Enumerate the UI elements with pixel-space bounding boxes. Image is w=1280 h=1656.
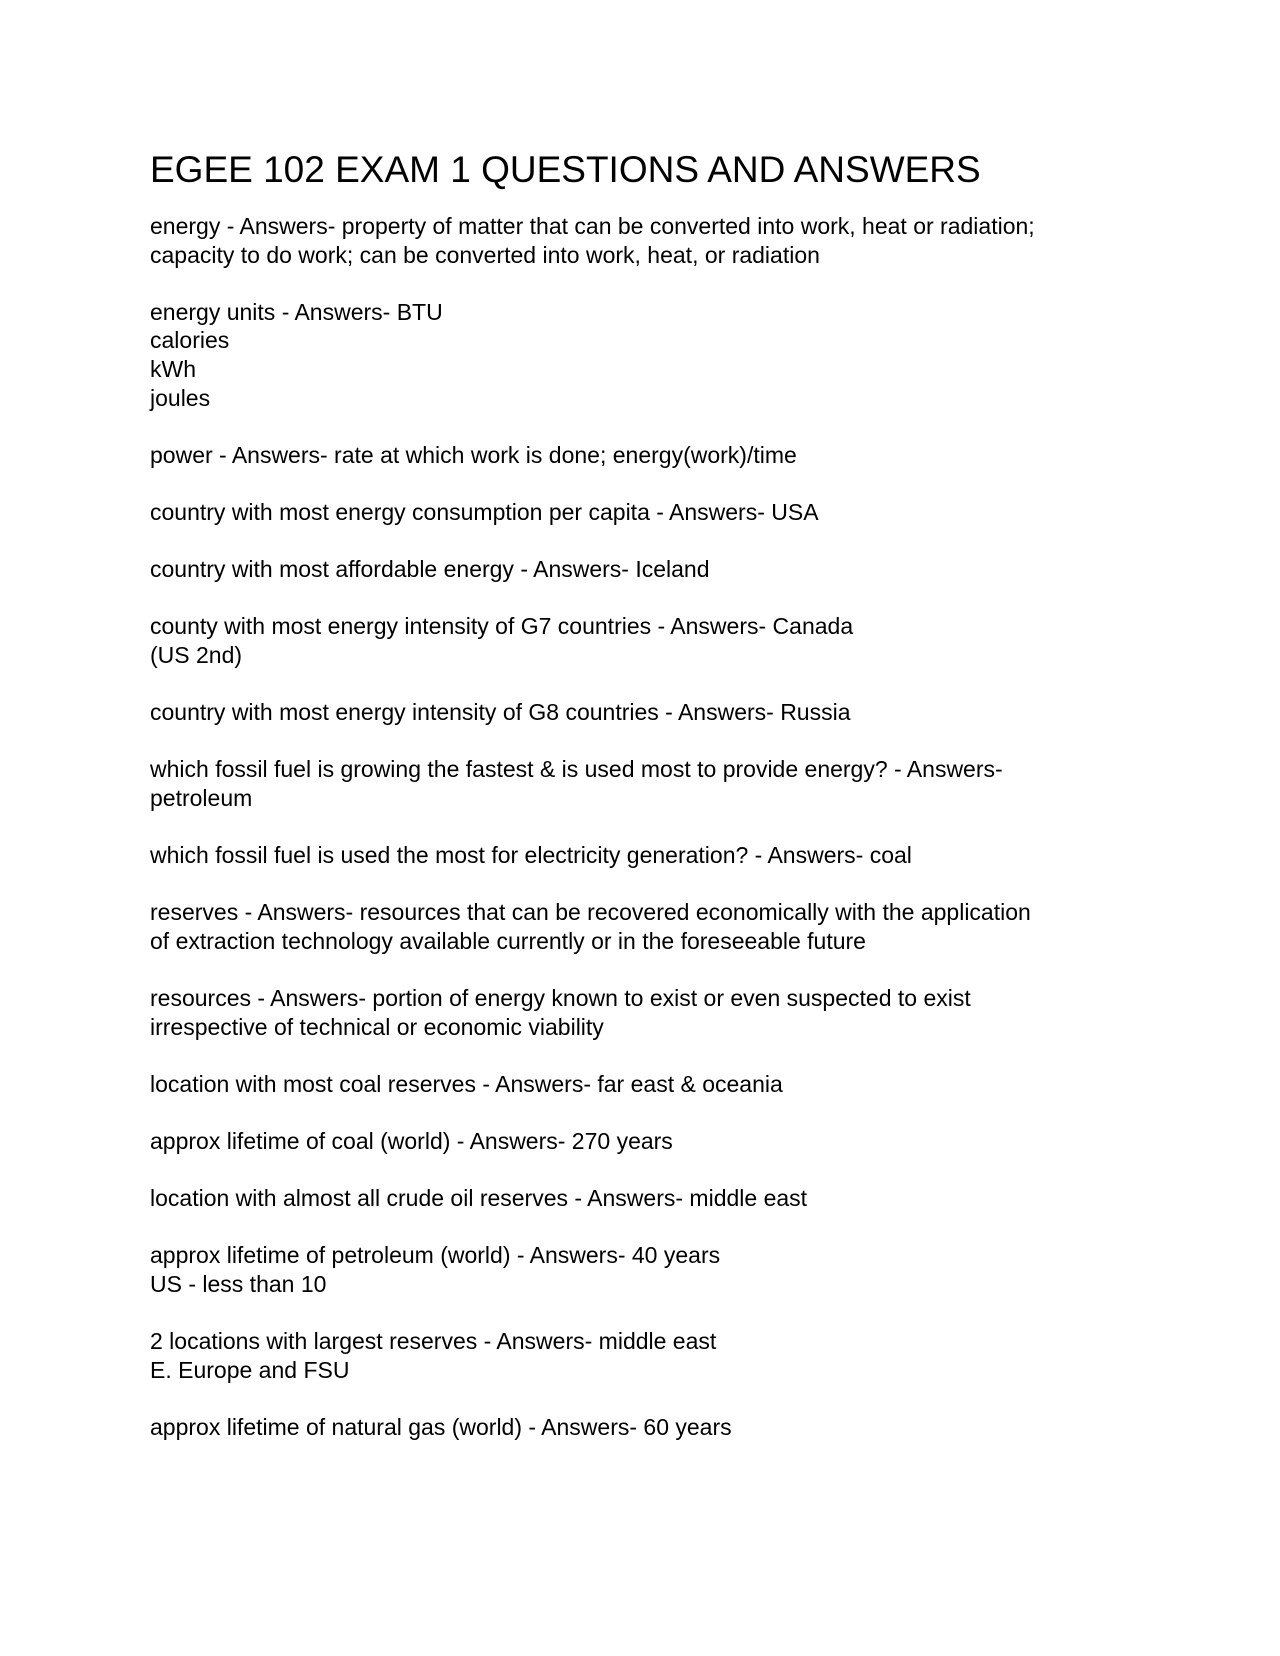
qa-entry — [150, 612, 1130, 669]
qa-entry-line: (US 2nd) — [150, 641, 243, 668]
qa-entry-line: energy units - Answers- BTU — [150, 298, 443, 325]
qa-entry-line: which fossil fuel is growing the fastest & is used most to provide energy? - Answers- — [150, 756, 1003, 783]
qa-entry — [150, 298, 1130, 412]
qa-entry-line: US - less than 10 — [150, 1270, 327, 1297]
qa-entry-line: power - Answers- rate at which work is done; energy(work)/time — [150, 441, 797, 468]
qa-entry — [150, 984, 1130, 1041]
qa-entry — [150, 1127, 1130, 1156]
qa-entry-line: petroleum — [150, 784, 253, 811]
qa-entry-line: energy - Answers- property of matter that can be converted into work, heat or radiation; — [150, 213, 1035, 239]
qa-entry-line: irrespective of technical or economic viability — [150, 1013, 604, 1040]
qa-entry — [150, 441, 1130, 470]
qa-entry — [150, 1413, 1130, 1442]
qa-entry-line: joules — [150, 384, 211, 411]
document-page — [150, 148, 1130, 1470]
qa-entry — [150, 755, 1130, 812]
qa-entry-line: country with most affordable energy - Answers- Iceland — [150, 556, 710, 583]
qa-entry-line: county with most energy intensity of G7 countries - Answers- Canada — [150, 613, 854, 640]
qa-entry — [150, 1184, 1130, 1213]
qa-entry — [150, 498, 1130, 527]
qa-entry-line: which fossil fuel is used the most for electricity generation? - Answers- coal — [150, 842, 912, 869]
qa-entry-line: approx lifetime of coal (world) - Answers- 270 years — [150, 1128, 673, 1154]
qa-entry — [150, 898, 1130, 955]
qa-entry-line: location with most coal reserves - Answers- far east & oceania — [150, 1070, 783, 1097]
page-title: EGEE 102 EXAM 1 QUESTIONS AND ANSWERS — [150, 149, 981, 190]
qa-entry-line: kWh — [150, 355, 196, 382]
qa-list — [150, 212, 1130, 1442]
qa-entry — [150, 1070, 1130, 1099]
qa-entry-line: capacity to do work; can be converted into work, heat, or radiation — [150, 241, 820, 268]
qa-entry-line: country with most energy consumption per capita - Answers- USA — [150, 498, 819, 525]
qa-entry-line: of extraction technology available currently or in the foreseeable future — [150, 927, 866, 954]
qa-entry-line: E. Europe and FSU — [150, 1356, 350, 1383]
qa-entry — [150, 1241, 1130, 1298]
qa-entry-line: calories — [150, 327, 230, 354]
qa-entry — [150, 841, 1130, 870]
qa-entry-line: approx lifetime of natural gas (world) - Answers- 60 years — [150, 1413, 732, 1440]
qa-entry-line: approx lifetime of petroleum (world) - Answers- 40 years — [150, 1242, 721, 1269]
qa-entry-line: resources - Answers- portion of energy known to exist or even suspected to exist — [150, 985, 971, 1012]
qa-entry — [150, 555, 1130, 584]
qa-entry-line: 2 locations with largest reserves - Answers- middle east — [150, 1328, 717, 1355]
qa-entry — [150, 212, 1130, 269]
qa-entry — [150, 1327, 1130, 1384]
qa-entry-line: location with almost all crude oil reserves - Answers- middle east — [150, 1185, 808, 1212]
qa-entry-line: reserves - Answers- resources that can be recovered economically with the application — [150, 899, 1031, 926]
qa-entry — [150, 698, 1130, 727]
qa-entry-line: country with most energy intensity of G8 countries - Answers- Russia — [150, 699, 851, 726]
